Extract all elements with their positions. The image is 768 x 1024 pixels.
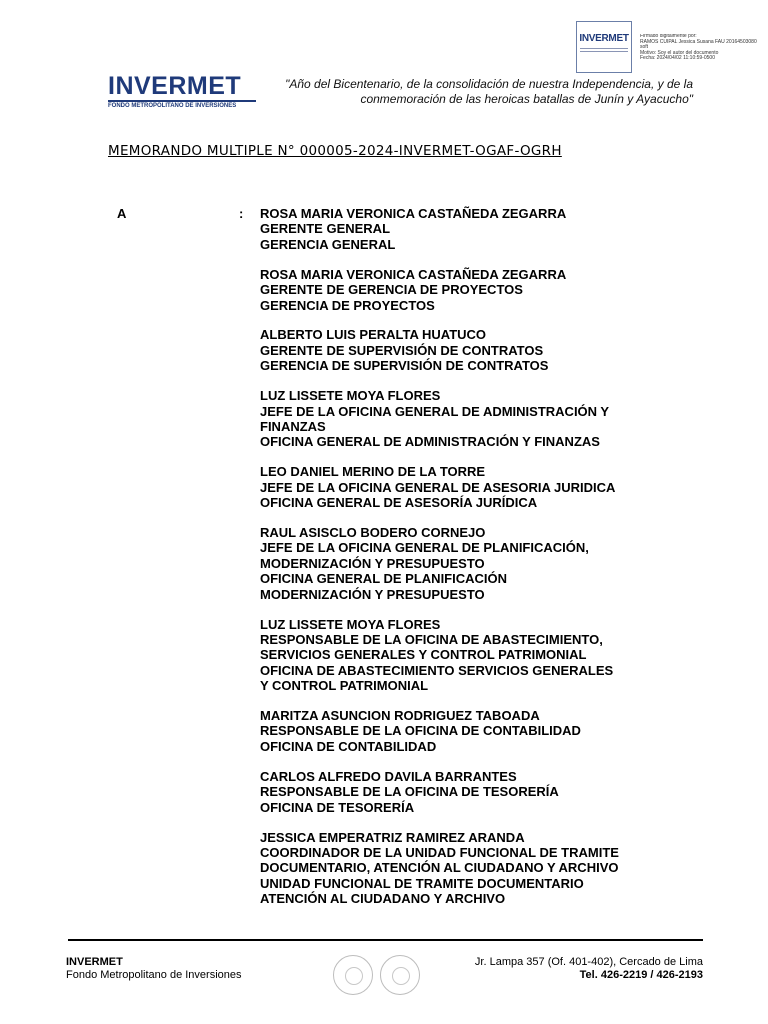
recipient-name: LEO DANIEL MERINO DE LA TORRE xyxy=(260,464,486,480)
recipient-block xyxy=(260,830,651,907)
recipient-block xyxy=(260,327,651,373)
recipient-position-line: OFICINA GENERAL DE ASESORÍA JURÍDICA xyxy=(260,495,538,511)
recipient-block xyxy=(260,464,651,510)
recipient-position-line: RESPONSABLE DE LA OFICINA DE ABASTECIMIENTO, xyxy=(260,631,603,647)
footer-phone: Tel. 426-2219 / 426-2193 xyxy=(579,969,703,981)
recipient-position-line: ATENCIÓN AL CIUDADANO Y ARCHIVO xyxy=(260,891,506,907)
recipient-block xyxy=(260,206,651,252)
recipient-name: LUZ LISSETE MOYA FLORES xyxy=(260,616,441,632)
signature-logo-subtitle-lines xyxy=(580,46,628,56)
year-motto-line-1: "Año del Bicentenario, de la consolidación de nuestra Independencia, y de la xyxy=(285,77,693,91)
recipient-position-line: GERENCIA GENERAL xyxy=(260,236,396,252)
recipient-name: ALBERTO LUIS PERALTA HUATUCO xyxy=(260,327,487,343)
recipient-name: MARITZA ASUNCION RODRIGUEZ TABOADA xyxy=(260,708,540,724)
recipient-name: ROSA MARIA VERONICA CASTAÑEDA ZEGARRA xyxy=(260,266,567,282)
recipient-position-line: RESPONSABLE DE LA OFICINA DE CONTABILIDAD xyxy=(260,723,581,739)
invermet-logo xyxy=(108,74,256,109)
recipient-position-line: OFICINA GENERAL DE ADMINISTRACIÓN Y FINANZAS xyxy=(260,434,600,450)
recipient-position-line: FINANZAS xyxy=(260,418,326,434)
signature-line: Motivo: Soy el autor del documento xyxy=(640,49,719,56)
recipient-position-line: GERENTE DE SUPERVISIÓN DE CONTRATOS xyxy=(260,342,544,358)
signature-line: Fecha: 2024/04/02 11:10:59-0500 xyxy=(640,55,715,62)
recipient-position-line: JEFE DE LA OFICINA GENERAL DE ASESORIA JURIDICA xyxy=(260,479,616,495)
recipient-position-line: JEFE DE LA OFICINA GENERAL DE ADMINISTRACIÓN Y xyxy=(260,403,610,419)
signature-logo: INVERMET xyxy=(579,33,629,44)
recipient-position-line: MODERNIZACIÓN Y PRESUPUESTO xyxy=(260,586,485,602)
to-colon: : xyxy=(239,206,244,221)
recipient-position-line: OFICINA DE CONTABILIDAD xyxy=(260,738,437,754)
logo-subtitle: FONDO METROPOLITANO DE INVERSIONES xyxy=(108,103,237,109)
recipient-block xyxy=(260,617,651,694)
recipient-position-line: DOCUMENTARIO, ATENCIÓN AL CIUDADANO Y ARCHIVO xyxy=(260,860,619,876)
recipient-position-line: SERVICIOS GENERALES Y CONTROL PATRIMONIAL xyxy=(260,647,587,663)
recipient-name: RAUL ASISCLO BODERO CORNEJO xyxy=(260,525,486,540)
recipient-position-line: GERENCIA DE PROYECTOS xyxy=(260,297,435,313)
recipient-block xyxy=(260,525,651,602)
footer-address: Jr. Lampa 357 (Of. 401-402), Cercado de Lima xyxy=(474,956,703,968)
recipient-name: ROSA MARIA VERONICA CASTAÑEDA ZEGARRA xyxy=(260,206,567,221)
year-motto-line-2: conmemoración de las heroicas batallas de Junín y Ayacucho" xyxy=(360,92,693,106)
signature-stamp xyxy=(576,21,632,73)
recipient-position-line: GERENCIA DE SUPERVISIÓN DE CONTRATOS xyxy=(260,358,549,374)
logo-wordmark: INVERMET xyxy=(108,72,242,100)
logo-underline xyxy=(108,100,256,102)
signature-line: Firmado digitalmente por: xyxy=(640,34,697,39)
recipient-position-line: GERENTE DE GERENCIA DE PROYECTOS xyxy=(260,282,523,298)
recipient-block xyxy=(260,388,651,450)
recipient-position-line: OFICINA GENERAL DE PLANIFICACIÓN xyxy=(260,571,508,587)
signature-details xyxy=(640,34,768,62)
certification-seal-icon xyxy=(380,955,420,995)
recipient-position-line: OFICINA DE ABASTECIMIENTO SERVICIOS GENERALES xyxy=(260,662,614,678)
signature-line: soft xyxy=(640,44,649,51)
recipient-position-line: COORDINADOR DE LA UNIDAD FUNCIONAL DE TRAMITE xyxy=(260,844,619,860)
recipient-position-line: Y CONTROL PATRIMONIAL xyxy=(260,678,429,694)
recipient-block xyxy=(260,267,651,313)
footer-org-fullname: Fondo Metropolitano de Inversiones xyxy=(66,969,242,981)
recipient-position-line: JEFE DE LA OFICINA GENERAL DE PLANIFICACIÓN, xyxy=(260,540,589,556)
memo-title: MEMORANDO MULTIPLE N° 000005-2024-INVERMET-OGAF-OGRH xyxy=(108,143,562,159)
recipient-block xyxy=(260,769,651,815)
footer-divider xyxy=(68,939,703,941)
year-motto xyxy=(280,77,693,107)
recipient-position-line: OFICINA DE TESORERÍA xyxy=(260,799,415,815)
to-label: A xyxy=(117,206,127,221)
certification-seal-icon xyxy=(333,955,373,995)
recipient-position-line: RESPONSABLE DE LA OFICINA DE TESORERÍA xyxy=(260,784,559,800)
footer-org-name: INVERMET xyxy=(66,956,123,968)
recipient-position-line: UNIDAD FUNCIONAL DE TRAMITE DOCUMENTARIO xyxy=(260,875,584,891)
recipient-name: LUZ LISSETE MOYA FLORES xyxy=(260,388,441,404)
signature-line: RAMOS CUIPAL Jessica Susana FAU 20164503080 xyxy=(640,38,757,45)
recipient-name: JESSICA EMPERATRIZ RAMIREZ ARANDA xyxy=(260,829,525,845)
recipient-name: CARLOS ALFREDO DAVILA BARRANTES xyxy=(260,768,517,784)
recipient-position-line: MODERNIZACIÓN Y PRESUPUESTO xyxy=(260,555,485,571)
recipient-list xyxy=(260,206,651,921)
recipient-position-line: GERENTE GENERAL xyxy=(260,221,391,237)
recipient-block xyxy=(260,708,651,754)
